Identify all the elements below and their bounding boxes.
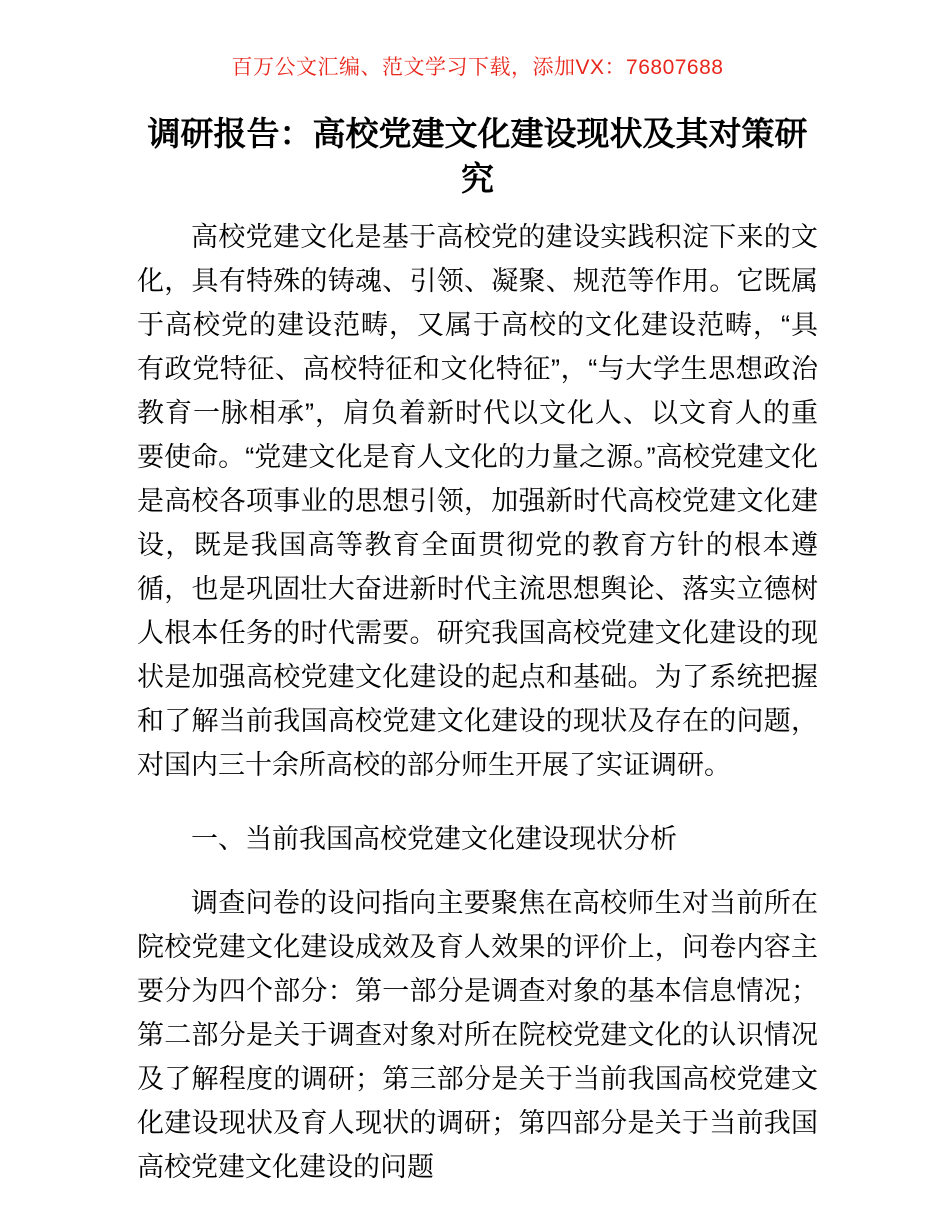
document-title: 调研报告：高校党建文化建设现状及其对策研究 [147, 115, 808, 197]
paragraph-survey-overview: 调查问卷的设问指向主要聚焦在高校师生对当前所在院校党建文化建设成效及育人效果的评价上，问卷内容主要分为四个部分：第一部分是调查对象的基本信息情况；第二部分是关于调查对象对所在院校党建文化的认识情况及了解程度的调研；第三部分是关于当前我国高校党建文化建设现状及育人现状的调研；第四部分是关于当前我国高校党建文化建设的问题 [137, 888, 818, 1182]
paragraph-intro: 高校党建文化是基于高校党的建设实践积淀下来的文化，具有特殊的铸魂、引领、凝聚、规范等作用。它既属于高校党的建设范畴，又属于高校的文化建设范畴，“具有政党特征、高校特征和文化特征”，“与大学生思想政治教育一脉相承”，肩负着新时代以文化人、以文育人的重要使命。“党建文化是育人文化的力量之源。”高校党建文化是高校各项事业的思想引领，加强新时代高校党建文化建设，既是我国高等教育全面贯彻党的教育方针的根本遵循，也是巩固壮大奋进新时代主流思想舆论、落实立德树人根本任务的时代需要。研究我国高校党建文化建设的现状是加强高校党建文化建设的起点和基础。为了系统把握和了解当前我国高校党建文化建设的现状及存在的问题，对国内三十余所高校的部分师生开展了实证调研。 [137, 222, 818, 780]
section-heading-1: 一、当前我国高校党建文化建设现状分析 [191, 824, 677, 854]
promo-notice: 百万公文汇编、范文学习下载，添加VX：76807688 [231, 56, 724, 79]
